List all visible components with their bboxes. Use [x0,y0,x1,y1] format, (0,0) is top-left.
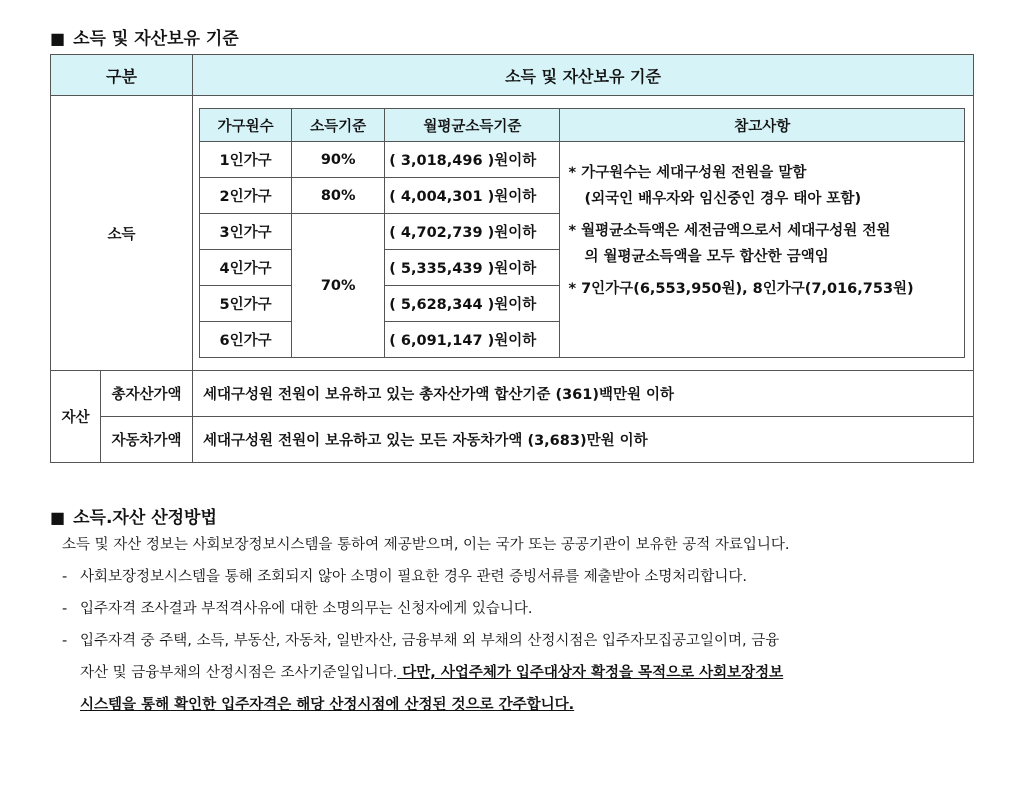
household-size: 5인가구 [200,286,292,322]
income-percent: 70% [292,214,385,358]
dash-bullet: - [62,569,68,585]
car-asset-row [51,417,974,463]
square-bullet-icon: ■ [50,508,66,527]
line-text: 자산 및 금융부채의 산정시점은 조사기준일입니다. [80,665,398,681]
dash-bullet: - [62,601,68,617]
household-size: 4인가구 [200,250,292,286]
income-amount: ( 3,018,496 )원이하 [385,142,560,178]
note-large-household: * 7인가구(6,553,950원), 8인가구(7,016,753원) [568,281,914,297]
dash-bullet: - [62,633,68,649]
income-header-row [200,109,965,142]
income-cell [193,96,974,371]
square-bullet-icon: ■ [50,29,66,48]
method-paragraph [62,529,977,721]
household-size: 3인가구 [200,214,292,250]
income-table [199,108,965,358]
header-criteria: 소득 및 자산보유 기준 [193,55,974,96]
income-amount: ( 5,335,439 )원이하 [385,250,560,286]
notes-cell [560,142,965,358]
income-amount: ( 6,091,147 )원이하 [385,322,560,358]
income-percent: 90% [292,142,385,178]
section-title-text: 소득.자산 산정방법 [73,508,217,528]
total-asset-value: 세대구성원 전원이 보유하고 있는 총자산가액 합산기준 (361)백만원 이하 [193,371,974,417]
line-text: 입주자격 조사결과 부적격사유에 대한 소명의무는 신청자에게 있습니다. [80,601,533,617]
household-size: 2인가구 [200,178,292,214]
income-row [51,96,974,371]
paragraph-line [62,625,977,657]
section-title-criteria [50,24,239,49]
note-household-detail: (외국인 배우자와 임신중인 경우 태아 포함) [584,191,862,207]
car-asset-label: 자동차가액 [101,417,193,463]
col-notes: 참고사항 [560,109,965,142]
section-title-text: 소득 및 자산보유 기준 [73,29,239,49]
criteria-table [50,54,974,463]
paragraph-line [62,657,977,689]
col-monthly-income: 월평균소득기준 [385,109,560,142]
income-amount: ( 4,702,739 )원이하 [385,214,560,250]
section-title-method [50,503,217,528]
line-text: 입주자격 중 주택, 소득, 부동산, 자동차, 일반자산, 금융부채 외 부채의 산정시점은 입주자모집공고일이며, 금융 [80,633,780,649]
paragraph-line [62,593,977,625]
note-monthly-income: * 월평균소득액은 세전금액으로서 세대구성원 전원 [568,223,891,239]
income-label: 소득 [51,96,193,371]
income-percent: 80% [292,178,385,214]
col-income-standard: 소득기준 [292,109,385,142]
table-header-row [51,55,974,96]
emphasis-text: 다만, 사업주체가 입주대상자 확정을 목적으로 사회보장정보 [397,665,784,681]
income-amount: ( 4,004,301 )원이하 [385,178,560,214]
paragraph-line [62,529,977,561]
household-size: 1인가구 [200,142,292,178]
paragraph-line [62,689,977,721]
header-category: 구분 [51,55,193,96]
income-amount: ( 5,628,344 )원이하 [385,286,560,322]
line-text: 소득 및 자산 정보는 사회보장정보시스템을 통하여 제공받으며, 이는 국가 또는 공공기관이 보유한 공적 자료입니다. [62,537,790,553]
asset-label: 자산 [51,371,101,463]
household-size: 6인가구 [200,322,292,358]
total-asset-row [51,371,974,417]
car-asset-value: 세대구성원 전원이 보유하고 있는 모든 자동차가액 (3,683)만원 이하 [193,417,974,463]
note-household: * 가구원수는 세대구성원 전원을 말함 [568,165,807,181]
total-asset-label: 총자산가액 [101,371,193,417]
table-row [200,142,965,178]
emphasis-text: 시스템을 통해 확인한 입주자격은 해당 산정시점에 산정된 것으로 간주합니다. [80,697,575,713]
note-monthly-income-detail: 의 월평균소득액을 모두 합산한 금액임 [584,249,829,265]
col-household: 가구원수 [200,109,292,142]
paragraph-line [62,561,977,593]
line-text: 사회보장정보시스템을 통해 조회되지 않아 소명이 필요한 경우 관련 증빙서류를 제출받아 소명처리합니다. [80,569,748,585]
